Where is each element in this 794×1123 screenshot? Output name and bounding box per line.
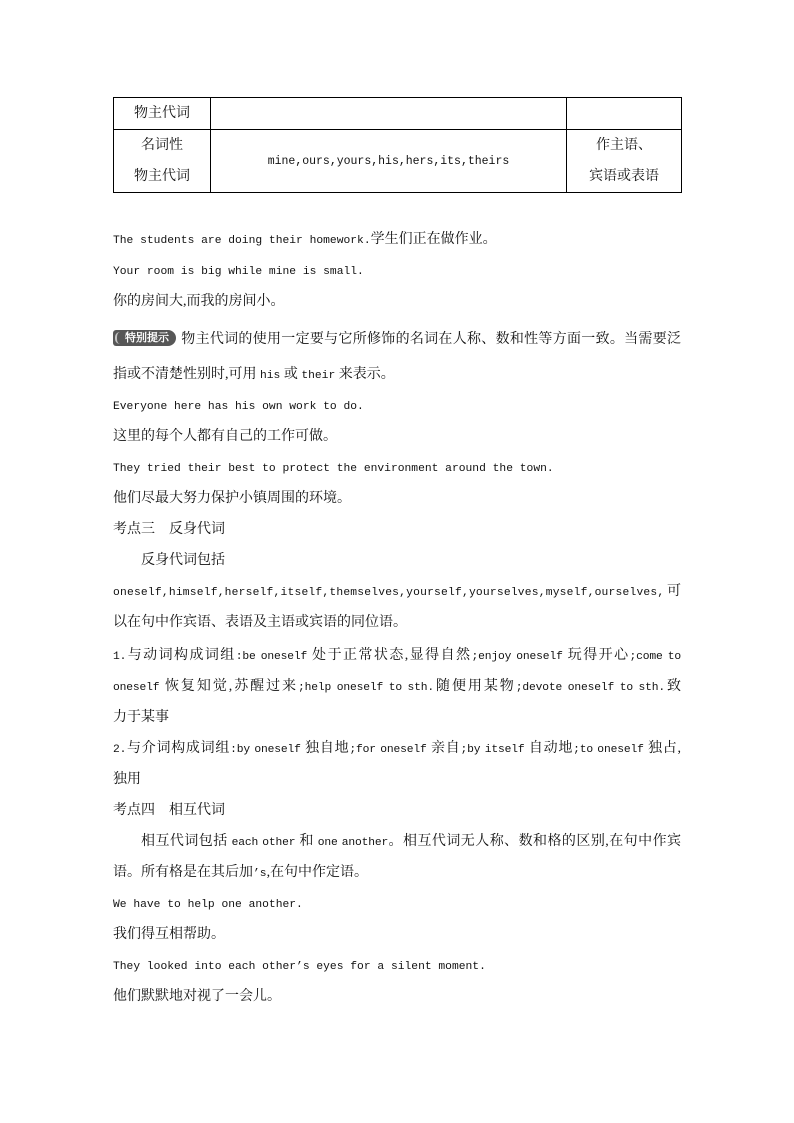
heading-text: 考点三 反身代词 <box>113 522 225 537</box>
example-translation <box>113 421 681 452</box>
english-term: ;for oneself <box>349 744 431 756</box>
chinese-text: 自动地 <box>528 741 574 756</box>
badge-label: 特别提示 <box>125 332 169 344</box>
table-row <box>114 130 682 193</box>
chinese-text: 以在句中作宾语、表语及主语或宾语的同位语。 <box>113 615 407 630</box>
chinese-text: 玩得开心 <box>567 648 630 663</box>
paragraph-line <box>113 857 681 888</box>
example-sentence <box>113 390 681 421</box>
chinese-text: 。相互代词无人称、数和格的区别,在句中作宾 <box>388 834 682 849</box>
table-row <box>114 98 682 130</box>
chinese-text: 这里的每个人都有自己的工作可做。 <box>113 429 337 444</box>
section-heading <box>113 514 681 545</box>
heading-text: 考点四 相互代词 <box>113 803 225 818</box>
cell-category <box>114 98 211 130</box>
chinese-text: 我们得互相帮助。 <box>113 927 225 942</box>
chinese-text: 独用 <box>113 772 141 787</box>
english-term: ;come to <box>629 651 681 663</box>
chinese-text: 物主代词的使用一定要与它所修饰的名词在人称、数和性等方面一致。当需要泛 <box>181 332 681 347</box>
cell-function-line: 作主语、 <box>596 138 652 153</box>
chinese-text: 或 <box>280 367 302 382</box>
chinese-text: 你的房间大,而我的房间小。 <box>113 294 285 309</box>
example-translation <box>113 981 681 1012</box>
english-term: ;enjoy oneself <box>471 651 568 663</box>
english-term: :be oneself <box>235 651 313 663</box>
chinese-text: 力于某事 <box>113 710 169 725</box>
cell-function <box>567 98 682 130</box>
english-term: ;devote oneself to sth. <box>515 682 666 694</box>
example-sentence <box>113 888 681 919</box>
example-translation <box>113 483 681 514</box>
english-term: ;help oneself to sth. <box>298 682 435 694</box>
chinese-text: 恢复知觉,苏醒过来 <box>164 679 298 694</box>
example-sentence <box>113 224 681 255</box>
english-text: They looked into each other’s eyes for a silent moment. <box>113 961 486 973</box>
paragraph-line <box>113 764 681 795</box>
scroll-curl-icon <box>115 332 120 344</box>
chinese-text: 来表示。 <box>335 367 395 382</box>
section-heading <box>113 795 681 826</box>
chinese-text: 独占, <box>648 741 682 756</box>
chinese-text: 相互代词包括 <box>141 834 232 849</box>
example-translation <box>113 286 681 317</box>
english-term: 2. <box>113 744 127 756</box>
english-term: 1. <box>113 651 127 663</box>
english-term: each other <box>231 837 296 849</box>
example-translation <box>113 919 681 950</box>
chinese-text: 和 <box>295 834 318 849</box>
chinese-text: 处于正常状态,显得自然 <box>312 648 472 663</box>
chinese-text: 亲自 <box>431 741 461 756</box>
english-term: ;by itself <box>460 744 529 756</box>
english-term: his <box>260 370 281 382</box>
example-sentence <box>113 950 681 981</box>
tip-text <box>113 359 681 390</box>
chinese-text: 他们尽最大努力保护小镇周围的环境。 <box>113 491 351 506</box>
chinese-text: 独自地 <box>305 741 350 756</box>
document-body <box>113 224 681 1012</box>
english-term: one another <box>317 837 389 849</box>
pronoun-table <box>113 97 682 193</box>
cell-function-line: 宾语或表语 <box>589 169 659 184</box>
english-text: They tried their best to protect the environment around the town. <box>113 463 554 475</box>
english-text: We have to help one another. <box>113 899 303 911</box>
english-term: oneself,himself,herself,itself,themselves,yourself,yourselves,myself,ourselves, <box>113 587 665 599</box>
chinese-text: 与动词构成词组 <box>126 648 236 663</box>
chinese-text: 反身代词包括 <box>141 553 225 568</box>
paragraph-line <box>113 702 681 733</box>
english-term: ;to oneself <box>573 744 649 756</box>
special-tip-badge <box>113 330 176 346</box>
paragraph-line <box>113 671 681 702</box>
english-term: :by oneself <box>230 744 306 756</box>
chinese-text: 指或不清楚性别时,可用 <box>113 367 260 382</box>
chinese-text: ,在句中作定语。 <box>266 865 369 880</box>
tip-text <box>113 324 681 355</box>
chinese-text: 他们默默地对视了一会儿。 <box>113 989 281 1004</box>
english-term: ’s <box>253 868 267 880</box>
chinese-text: 致 <box>665 679 682 694</box>
paragraph-line <box>113 545 681 576</box>
english-term: oneself <box>113 682 165 694</box>
paragraph-line <box>113 576 681 607</box>
paragraph-line <box>113 640 681 671</box>
cell-label-line: 物主代词 <box>134 106 190 121</box>
cell-category <box>114 130 211 193</box>
english-term: their <box>301 370 336 382</box>
english-text: Everyone here has his own work to do. <box>113 401 364 413</box>
paragraph-line <box>113 733 681 764</box>
cell-label-line: 名词性 <box>141 138 183 153</box>
chinese-text: 与介词构成词组 <box>126 741 231 756</box>
english-text: The students are doing their homework. <box>113 235 371 247</box>
cell-forms <box>211 98 567 130</box>
paragraph-line <box>113 826 681 857</box>
example-sentence <box>113 255 681 286</box>
cell-function <box>567 130 682 193</box>
example-sentence <box>113 452 681 483</box>
english-text: Your room is big while mine is small. <box>113 266 364 278</box>
paragraph-line <box>113 607 681 638</box>
cell-forms: mine,ours,yours,his,hers,its,theirs <box>211 130 567 193</box>
cell-label-line: 物主代词 <box>134 169 190 184</box>
chinese-text: 语。所有格是在其后加 <box>113 865 253 880</box>
chinese-text: 可 <box>664 584 681 599</box>
chinese-text: 学生们正在做作业。 <box>370 232 497 247</box>
chinese-text: 随便用某物 <box>434 679 516 694</box>
